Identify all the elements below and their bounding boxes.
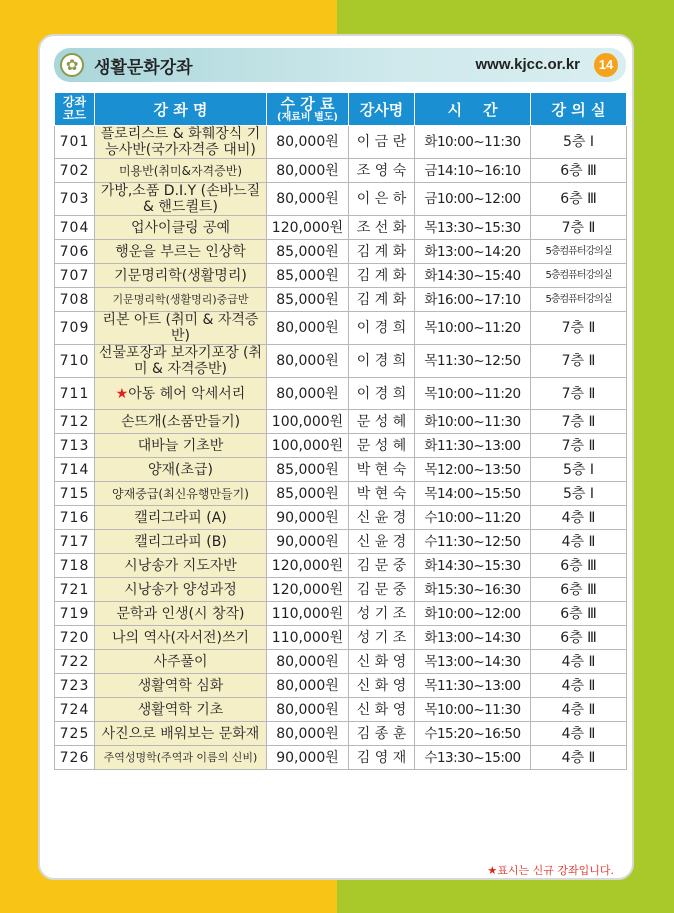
instructor-name: 문 성 혜	[349, 434, 415, 458]
table-row	[55, 554, 627, 578]
class-time: 목13:30~15:30	[415, 216, 531, 240]
course-code: 701	[55, 126, 95, 159]
classroom: 7층 Ⅱ	[531, 312, 627, 345]
course-code: 724	[55, 698, 95, 722]
instructor-name: 김 계 화	[349, 240, 415, 264]
table-row	[55, 288, 627, 312]
page-title: 생활문화강좌	[94, 58, 193, 78]
table-row	[55, 264, 627, 288]
course-fee: 90,000원	[267, 530, 349, 554]
course-name-text: 가방,소품 D.I.Y (손바느질 & 핸드퀼트)	[100, 183, 261, 215]
table-row	[55, 650, 627, 674]
course-name-text: 플로리스트 & 화훼장식 기능사반(국가자격증 대비)	[100, 126, 261, 158]
classroom: 5층컴퓨터강의실	[531, 264, 627, 288]
class-time: 금10:00~12:00	[415, 183, 531, 216]
table-row	[55, 434, 627, 458]
class-time: 화13:00~14:30	[415, 626, 531, 650]
course-fee: 120,000원	[267, 578, 349, 602]
course-name-text: 사주풀이	[153, 653, 208, 670]
class-time: 목11:30~12:50	[415, 345, 531, 378]
class-time: 화10:00~11:30	[415, 126, 531, 159]
instructor-name: 김 계 화	[349, 264, 415, 288]
class-time: 화10:00~11:30	[415, 410, 531, 434]
course-name	[95, 722, 267, 746]
course-fee: 110,000원	[267, 602, 349, 626]
class-time: 목14:00~15:50	[415, 482, 531, 506]
table-row	[55, 216, 627, 240]
course-code: 712	[55, 410, 95, 434]
course-fee: 80,000원	[267, 126, 349, 159]
table-row	[55, 458, 627, 482]
table-row	[55, 126, 627, 159]
course-code: 711	[55, 378, 95, 410]
course-name-text: 생활역학 기초	[137, 701, 224, 718]
instructor-name: 신 화 영	[349, 698, 415, 722]
instructor-name: 김 문 중	[349, 554, 415, 578]
instructor-name: 박 현 숙	[349, 482, 415, 506]
instructor-name: 김 문 중	[349, 578, 415, 602]
course-fee: 100,000원	[267, 410, 349, 434]
instructor-name: 조 영 숙	[349, 159, 415, 183]
course-name-text: 나의 역사(자서전)쓰기	[111, 629, 250, 646]
classroom: 4층 Ⅱ	[531, 674, 627, 698]
table-row	[55, 698, 627, 722]
class-time: 화10:00~12:00	[415, 602, 531, 626]
course-name	[95, 554, 267, 578]
course-fee: 80,000원	[267, 312, 349, 345]
course-name	[95, 183, 267, 216]
header-fee: 수 강 료 (재료비 별도)	[267, 93, 349, 126]
header-instructor: 강사명	[349, 93, 415, 126]
course-code: 722	[55, 650, 95, 674]
classroom: 6층 Ⅲ	[531, 159, 627, 183]
course-name	[95, 626, 267, 650]
course-name	[95, 126, 267, 159]
table-row	[55, 578, 627, 602]
course-fee: 85,000원	[267, 482, 349, 506]
classroom: 4층 Ⅱ	[531, 650, 627, 674]
instructor-name: 조 선 화	[349, 216, 415, 240]
course-name-text: 문학과 인생(시 창작)	[116, 605, 245, 622]
class-time: 수10:00~11:20	[415, 506, 531, 530]
table-row	[55, 530, 627, 554]
table-header-row	[55, 93, 627, 126]
course-name	[95, 650, 267, 674]
course-name	[95, 458, 267, 482]
course-name	[95, 698, 267, 722]
course-name-text: 캘리그라피 (A)	[134, 509, 227, 526]
table-row	[55, 722, 627, 746]
course-code: 721	[55, 578, 95, 602]
classroom: 7층 Ⅱ	[531, 216, 627, 240]
table-body	[55, 126, 627, 770]
course-name-text: 캘리그라피 (B)	[134, 533, 227, 550]
course-name-text: 손뜨개(소품만들기)	[120, 413, 241, 430]
classroom: 4층 Ⅱ	[531, 746, 627, 770]
course-fee: 90,000원	[267, 746, 349, 770]
course-name	[95, 482, 267, 506]
course-name-text: 아동 헤어 악세서리	[128, 385, 246, 402]
course-code: 709	[55, 312, 95, 345]
course-code: 725	[55, 722, 95, 746]
class-time: 목10:00~11:20	[415, 378, 531, 410]
course-name-text: 주역성명학(주역과 이름의 신비)	[103, 750, 258, 764]
table-row	[55, 674, 627, 698]
course-name-text: 업사이클링 공예	[130, 219, 231, 236]
instructor-name: 김 종 훈	[349, 722, 415, 746]
class-time: 화11:30~13:00	[415, 434, 531, 458]
course-name-text: 대바늘 기초반	[137, 437, 224, 454]
course-name-text: 기문명리학(생활명리)중급반	[112, 292, 249, 306]
table-row	[55, 312, 627, 345]
classroom: 4층 Ⅱ	[531, 698, 627, 722]
course-fee: 120,000원	[267, 216, 349, 240]
course-fee: 80,000원	[267, 650, 349, 674]
course-name-text: 사진으로 배워보는 문화재	[101, 725, 260, 742]
instructor-name: 성 기 조	[349, 626, 415, 650]
instructor-name: 문 성 혜	[349, 410, 415, 434]
classroom: 4층 Ⅱ	[531, 722, 627, 746]
course-code: 720	[55, 626, 95, 650]
classroom: 6층 Ⅲ	[531, 183, 627, 216]
classroom: 5층컴퓨터강의실	[531, 288, 627, 312]
course-code: 717	[55, 530, 95, 554]
course-fee: 85,000원	[267, 458, 349, 482]
instructor-name: 박 현 숙	[349, 458, 415, 482]
course-name-text: 시낭송가 지도자반	[124, 557, 237, 574]
course-code: 715	[55, 482, 95, 506]
classroom: 7층 Ⅱ	[531, 434, 627, 458]
classroom: 6층 Ⅲ	[531, 602, 627, 626]
instructor-name: 김 영 재	[349, 746, 415, 770]
classroom: 6층 Ⅲ	[531, 626, 627, 650]
class-time: 화14:30~15:30	[415, 554, 531, 578]
course-fee: 80,000원	[267, 722, 349, 746]
table-row	[55, 482, 627, 506]
instructor-name: 이 경 희	[349, 312, 415, 345]
course-code: 707	[55, 264, 95, 288]
instructor-name: 신 화 영	[349, 674, 415, 698]
course-fee: 80,000원	[267, 674, 349, 698]
table-row	[55, 602, 627, 626]
course-fee: 80,000원	[267, 159, 349, 183]
course-fee: 85,000원	[267, 240, 349, 264]
course-code: 719	[55, 602, 95, 626]
course-name	[95, 288, 267, 312]
class-time: 화13:00~14:20	[415, 240, 531, 264]
course-name	[95, 345, 267, 378]
classroom: 4층 Ⅱ	[531, 506, 627, 530]
instructor-name: 신 화 영	[349, 650, 415, 674]
course-fee: 80,000원	[267, 345, 349, 378]
course-fee: 120,000원	[267, 554, 349, 578]
classroom: 6층 Ⅲ	[531, 554, 627, 578]
course-fee: 80,000원	[267, 183, 349, 216]
table-row	[55, 410, 627, 434]
table-row	[55, 506, 627, 530]
header-room: 강 의 실	[531, 93, 627, 126]
course-card	[38, 34, 634, 880]
course-code: 710	[55, 345, 95, 378]
classroom: 6층 Ⅲ	[531, 578, 627, 602]
class-time: 화15:30~16:30	[415, 578, 531, 602]
class-time: 목13:00~14:30	[415, 650, 531, 674]
course-fee: 80,000원	[267, 698, 349, 722]
course-code: 714	[55, 458, 95, 482]
course-code: 713	[55, 434, 95, 458]
course-name-text: 기문명리학(생활명리)	[114, 267, 247, 284]
header-code: 강좌 코드	[55, 93, 95, 126]
course-code: 723	[55, 674, 95, 698]
course-code: 702	[55, 159, 95, 183]
course-name-text: 생활역학 심화	[137, 677, 224, 694]
table-row	[55, 345, 627, 378]
table-row	[55, 159, 627, 183]
classroom: 7층 Ⅱ	[531, 378, 627, 410]
course-fee: 90,000원	[267, 506, 349, 530]
page-number-badge: 14	[594, 53, 618, 77]
course-name	[95, 602, 267, 626]
course-name-text: 리본 아트 (취미 & 자격증반)	[102, 312, 259, 344]
course-name	[95, 216, 267, 240]
class-time: 수15:20~16:50	[415, 722, 531, 746]
course-name	[95, 264, 267, 288]
title-bar	[54, 48, 626, 82]
course-fee: 85,000원	[267, 264, 349, 288]
class-time: 화16:00~17:10	[415, 288, 531, 312]
course-name-text: 미용반(취미&자격증반)	[118, 163, 243, 178]
class-time: 목11:30~13:00	[415, 674, 531, 698]
classroom: 4층 Ⅱ	[531, 530, 627, 554]
instructor-name: 이 은 하	[349, 183, 415, 216]
class-time: 수11:30~12:50	[415, 530, 531, 554]
classroom: 5층컴퓨터강의실	[531, 240, 627, 264]
course-code: 706	[55, 240, 95, 264]
instructor-name: 이 금 란	[349, 126, 415, 159]
table-row	[55, 746, 627, 770]
table-row	[55, 626, 627, 650]
instructor-name: 신 윤 경	[349, 506, 415, 530]
course-name-text: 시낭송가 양성과정	[124, 581, 237, 598]
classroom: 5층 Ⅰ	[531, 458, 627, 482]
course-name	[95, 410, 267, 434]
course-name	[95, 159, 267, 183]
course-name	[95, 530, 267, 554]
new-course-star-icon: ★	[115, 385, 129, 402]
course-name	[95, 434, 267, 458]
instructor-name: 신 윤 경	[349, 530, 415, 554]
table-row	[55, 378, 627, 410]
course-name	[95, 312, 267, 345]
course-name	[95, 506, 267, 530]
course-name	[95, 746, 267, 770]
class-time: 목10:00~11:20	[415, 312, 531, 345]
course-code: 703	[55, 183, 95, 216]
instructor-name: 김 계 화	[349, 288, 415, 312]
course-name-text: 양재(초급)	[147, 461, 214, 478]
instructor-name: 성 기 조	[349, 602, 415, 626]
website-url[interactable]: www.kjcc.or.kr	[475, 56, 580, 73]
course-fee: 100,000원	[267, 434, 349, 458]
instructor-name: 이 경 희	[349, 378, 415, 410]
course-code: 718	[55, 554, 95, 578]
course-fee: 110,000원	[267, 626, 349, 650]
course-name	[95, 578, 267, 602]
course-table	[54, 92, 627, 770]
class-time: 목12:00~13:50	[415, 458, 531, 482]
course-code: 708	[55, 288, 95, 312]
header-time: 시 간	[415, 93, 531, 126]
class-time: 금14:10~16:10	[415, 159, 531, 183]
course-name-text: 행운을 부르는 인상학	[115, 243, 246, 260]
header-course-name: 강 좌 명	[95, 93, 267, 126]
course-fee: 80,000원	[267, 378, 349, 410]
course-fee: 85,000원	[267, 288, 349, 312]
new-course-note: ★표시는 신규 강좌입니다.	[487, 864, 614, 877]
class-time: 목10:00~11:30	[415, 698, 531, 722]
instructor-name: 이 경 희	[349, 345, 415, 378]
course-name-text: 양재중급(최신유행만들기)	[112, 486, 249, 501]
flower-logo-icon: ✿	[60, 53, 84, 77]
class-time: 수13:30~15:00	[415, 746, 531, 770]
classroom: 7층 Ⅱ	[531, 410, 627, 434]
course-code: 704	[55, 216, 95, 240]
course-name	[95, 240, 267, 264]
classroom: 5층 Ⅰ	[531, 126, 627, 159]
class-time: 화14:30~15:40	[415, 264, 531, 288]
classroom: 5층 Ⅰ	[531, 482, 627, 506]
course-name	[95, 674, 267, 698]
course-name	[95, 378, 267, 410]
course-code: 716	[55, 506, 95, 530]
course-code: 726	[55, 746, 95, 770]
table-row	[55, 240, 627, 264]
table-row	[55, 183, 627, 216]
classroom: 7층 Ⅱ	[531, 345, 627, 378]
course-name-text: 선물포장과 보자기포장 (취미 & 자격증반)	[98, 345, 263, 377]
